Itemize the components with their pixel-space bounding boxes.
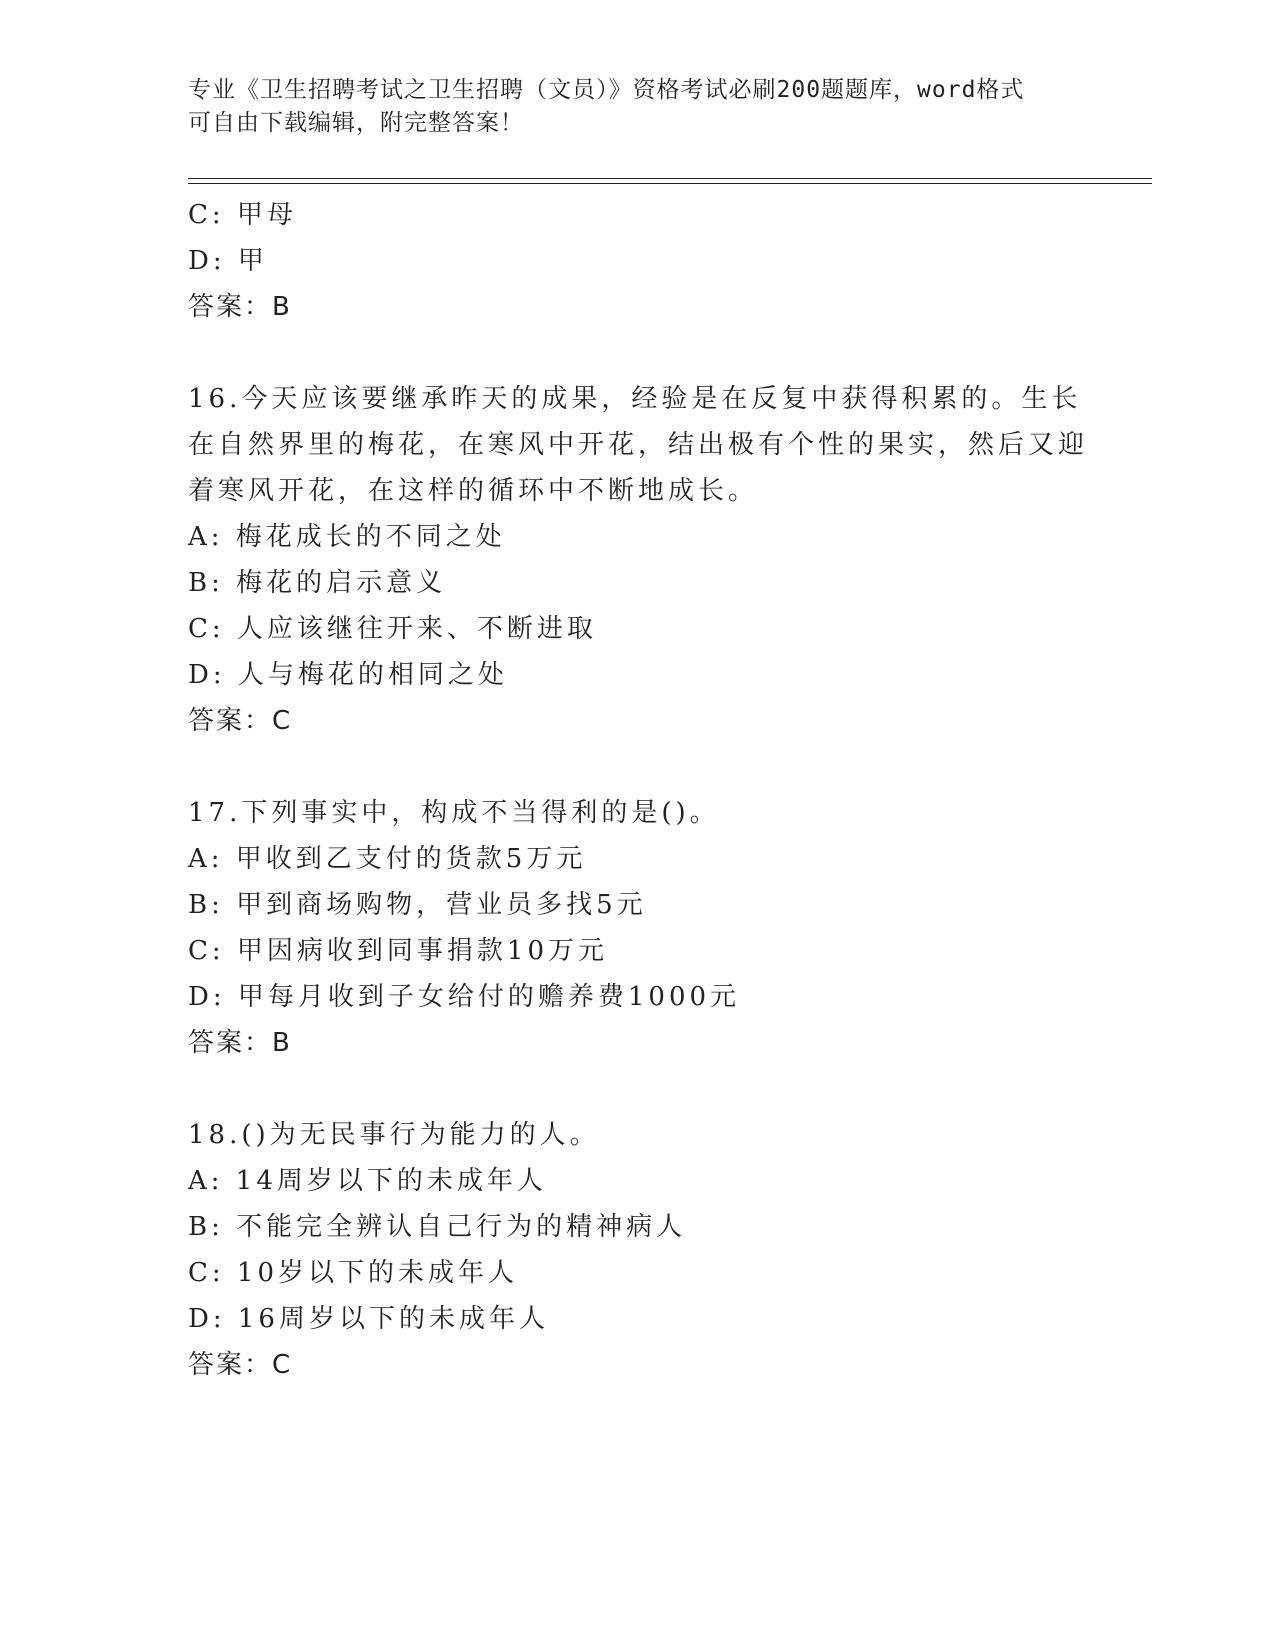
question-stem: 18.()为无民事行为能力的人。 (188, 1120, 600, 1150)
spacer (188, 1066, 1088, 1112)
question-stem: 17.下列事实中，构成不当得利的是()。 (188, 798, 720, 828)
header-line-2: 可自由下载编辑，附完整答案！ (188, 110, 524, 136)
option-d: D: 人与梅花的相同之处 (188, 660, 508, 690)
option-c: C: 甲母 (188, 200, 297, 230)
answer-line: 答案：B (188, 1028, 292, 1058)
previous-question-tail (188, 192, 1088, 330)
question-17 (188, 790, 1088, 1066)
option-a: A: 甲收到乙支付的货款5万元 (188, 844, 587, 874)
question-18 (188, 1112, 1088, 1388)
answer-line: 答案：C (188, 706, 293, 736)
spacer (188, 330, 1088, 376)
answer-line: 答案：C (188, 1350, 293, 1380)
question-16 (188, 376, 1088, 744)
answer-line: 答案：B (188, 292, 292, 322)
spacer (188, 744, 1088, 790)
option-d: D: 16周岁以下的未成年人 (188, 1304, 549, 1334)
page-header (188, 74, 1068, 140)
option-b: B: 甲到商场购物，营业员多找5元 (188, 890, 647, 920)
option-b: B: 不能完全辨认自己行为的精神病人 (188, 1212, 687, 1242)
option-c: C: 甲因病收到同事捐款10万元 (188, 936, 609, 966)
header-line-1: 专业《卫生招聘考试之卫生招聘（文员）》资格考试必刷200题题库，word格式 (188, 77, 1025, 103)
option-d: D: 甲每月收到子女给付的赡养费1000元 (188, 982, 741, 1012)
header-divider-top (188, 178, 1152, 179)
option-a: A: 梅花成长的不同之处 (188, 522, 506, 552)
option-b: B: 梅花的启示意义 (188, 568, 447, 598)
header-divider-bottom (188, 183, 1152, 184)
option-c: C: 10岁以下的未成年人 (188, 1258, 519, 1288)
option-d: D: 甲 (188, 246, 268, 276)
question-list (188, 192, 1088, 1388)
option-c: C: 人应该继往开来、不断进取 (188, 614, 597, 644)
option-a: A: 14周岁以下的未成年人 (188, 1166, 547, 1196)
question-stem: 16.今天应该要继承昨天的成果，经验是在反复中获得积累的。生长在自然界里的梅花，在寒风中开花，结出极有个性的果实，然后又迎着寒风开花，在这样的循环中不断地成长。 (188, 384, 1089, 506)
